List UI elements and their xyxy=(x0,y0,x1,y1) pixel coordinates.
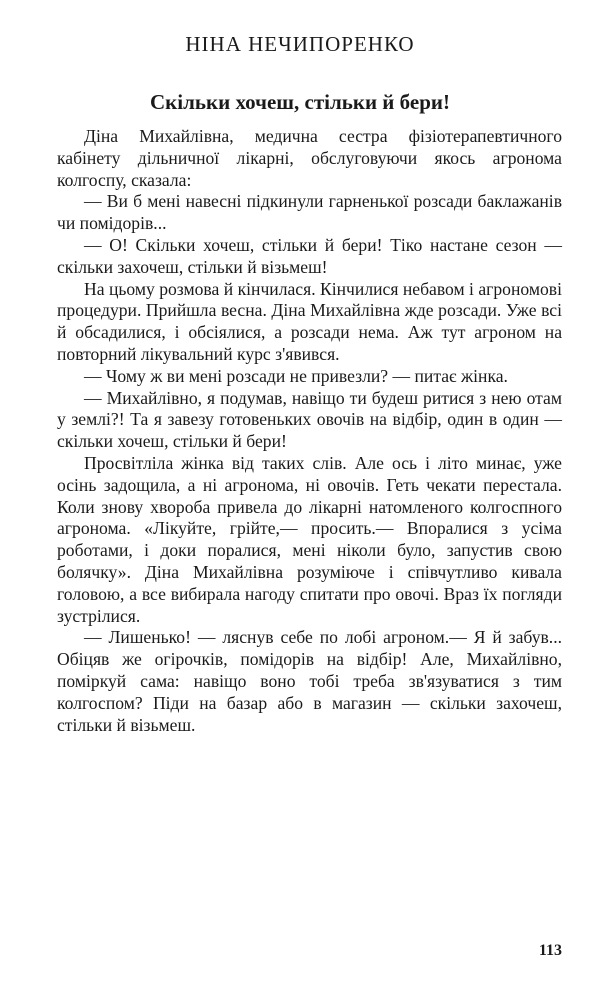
paragraph: — Чому ж ви мені розсади не привезли? — питає жінка. xyxy=(84,365,508,386)
paragraph: Діна Михайлівна, медична сестра фізіотерапевтичного кабінету дільничної лікарні, обслуговуючи якось агронома колгоспу, сказала: xyxy=(57,126,562,190)
paragraph: — Лишенько! — ляснув себе по лобі агроном.— Я й забув... Обіцяв же огірочків, помідорів на відбір! Але, Михайлівно, поміркуй сама: навіщо воно тобі треба зв'язуватися з тим колгоспом? Піди на базар або в магазин — скільки захочеш, стільки й візьмеш. xyxy=(57,627,562,735)
paragraph: Просвітліла жінка від таких слів. Але ось і літо минає, уже осінь задощила, а ні агронома, ні овочів. Геть чекати перестала. Коли знову хвороба привела до лікарні натомленого колгоспного агронома. «Лікуйте, грійте,— просить.— Впоралися з усіма роботами, і доки поралися, мені ніколи було, запустив свою болячку». Діна Михайлівна розуміюче і співчутливо кивала головою, а все вибирала нагоду спитати про овочі. Враз їх погляди зустрілися. xyxy=(57,452,562,626)
paragraph: — Ви б мені навесні підкинули гарненької розсади баклажанів чи помідорів... xyxy=(57,191,562,234)
story-title: Скільки хочеш, стільки й бери! xyxy=(150,90,450,114)
paragraph: — Михайлівно, я подумав, навіщо ти будеш ритися з нею отам у землі?! Та я завезу готовеньких овочів на відбір, один в один — скільки хочеш, стільки й бери! xyxy=(57,387,562,452)
paragraph: — О! Скільки хочеш, стільки й бери! Тіко настане сезон — скільки захочеш, стільки й візьмеш! xyxy=(57,234,562,277)
author-name: НІНА НЕЧИПОРЕНКО xyxy=(185,32,415,56)
paragraph: На цьому розмова й кінчилася. Кінчилися небавом і агрономові процедури. Прийшла весна. Діна Михайлівна жде розсади. Уже всі й обсадилися, і обсіялися, а розсади нема. Аж тут агроном на повторний лікувальний курс з'явився. xyxy=(57,278,562,364)
page-number: 113 xyxy=(538,942,562,959)
story-body xyxy=(57,126,562,736)
